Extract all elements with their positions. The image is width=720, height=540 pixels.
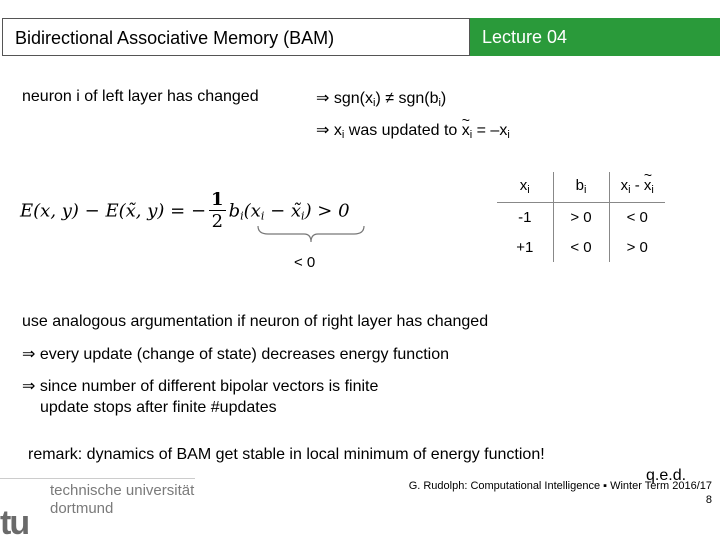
sub-i: i [240, 209, 244, 223]
implication-update-part3: = –x [472, 122, 508, 139]
implication-update-part1: ⇒ x [316, 122, 342, 139]
remark-line: remark: dynamics of BAM get stable in local minimum of energy function! [28, 446, 545, 463]
sign-table [497, 172, 665, 262]
sub-i: i [301, 209, 305, 223]
sub-i: i [341, 129, 345, 141]
university-name-line1: technische universität [50, 482, 195, 499]
underbrace-label: < 0 [294, 254, 316, 271]
sub-i: i [260, 209, 265, 223]
tu-logo: tu [0, 504, 29, 540]
implication-update [316, 120, 510, 141]
fraction-denominator: 2 [211, 211, 224, 232]
table-cell: > 0 [626, 238, 648, 256]
implication-sgn [316, 88, 446, 109]
underbrace [256, 224, 366, 244]
table-cell: > 0 [553, 202, 609, 232]
update-stops-line: update stops after finite #updates [40, 399, 277, 416]
x-tilde: ~ x [462, 122, 470, 140]
table-cell: < 0 [626, 208, 648, 226]
university-name-line2: dortmund [50, 500, 114, 517]
table-header-diff: $x_i$ - ~ $x_i$ [609, 172, 665, 202]
table-header-x: $x_i$ [497, 172, 553, 202]
table-header-row [497, 172, 665, 202]
since-line: ⇒ since number of different bipolar vectors is finite [22, 378, 379, 395]
implication-sgn-part3: ) [440, 90, 447, 107]
formula-paren-x: (x [243, 200, 261, 222]
every-update-line: ⇒ every update (change of state) decreases energy function [22, 346, 449, 363]
slide-footer [0, 478, 720, 540]
formula-b: b [228, 200, 241, 222]
table-cell: -1 [518, 208, 532, 226]
implication-sgn-part1: ⇒ sgn(x [316, 90, 373, 107]
lecture-label: Lecture 04 [482, 27, 568, 47]
footer-divider [0, 478, 195, 479]
qed: q.e.d. [646, 467, 687, 484]
sub-i: i [469, 129, 473, 141]
table-header-b: $b_i$ [553, 172, 609, 202]
condition-left-layer: neuron i of left layer has changed [22, 88, 259, 105]
right-layer-line: use analogous argumentation if neuron of right layer has changed [22, 313, 489, 330]
sub-i: i [438, 97, 441, 109]
implication-update-part2: was updated to [344, 122, 462, 139]
slide-title: Bidirectional Associative Memory (BAM) [15, 28, 335, 48]
sub-i: i [507, 129, 510, 141]
formula-fraction [209, 190, 226, 233]
fraction-numerator: 1 [211, 189, 224, 210]
lecture-box [470, 18, 720, 56]
title-box [2, 18, 470, 56]
sub-i: i [372, 97, 376, 109]
table-row [497, 202, 665, 232]
formula-lhs: E(x, y) − E(x̃, y) = − [20, 200, 207, 222]
table-row [497, 232, 665, 262]
table-cell: +1 [516, 238, 534, 256]
footer-credit: G. Rudolph: Computational Intelligence ▪ Winter Term 2016/17 [408, 480, 712, 492]
implication-sgn-part2: ) ≠ sgn(b [375, 90, 439, 107]
table-cell: < 0 [553, 232, 609, 262]
page-number: 8 [705, 494, 712, 506]
formula-minus-xtilde: − x̃ [264, 200, 302, 222]
formula-gt-zero: ) > 0 [304, 200, 350, 222]
slide-header [0, 18, 720, 58]
